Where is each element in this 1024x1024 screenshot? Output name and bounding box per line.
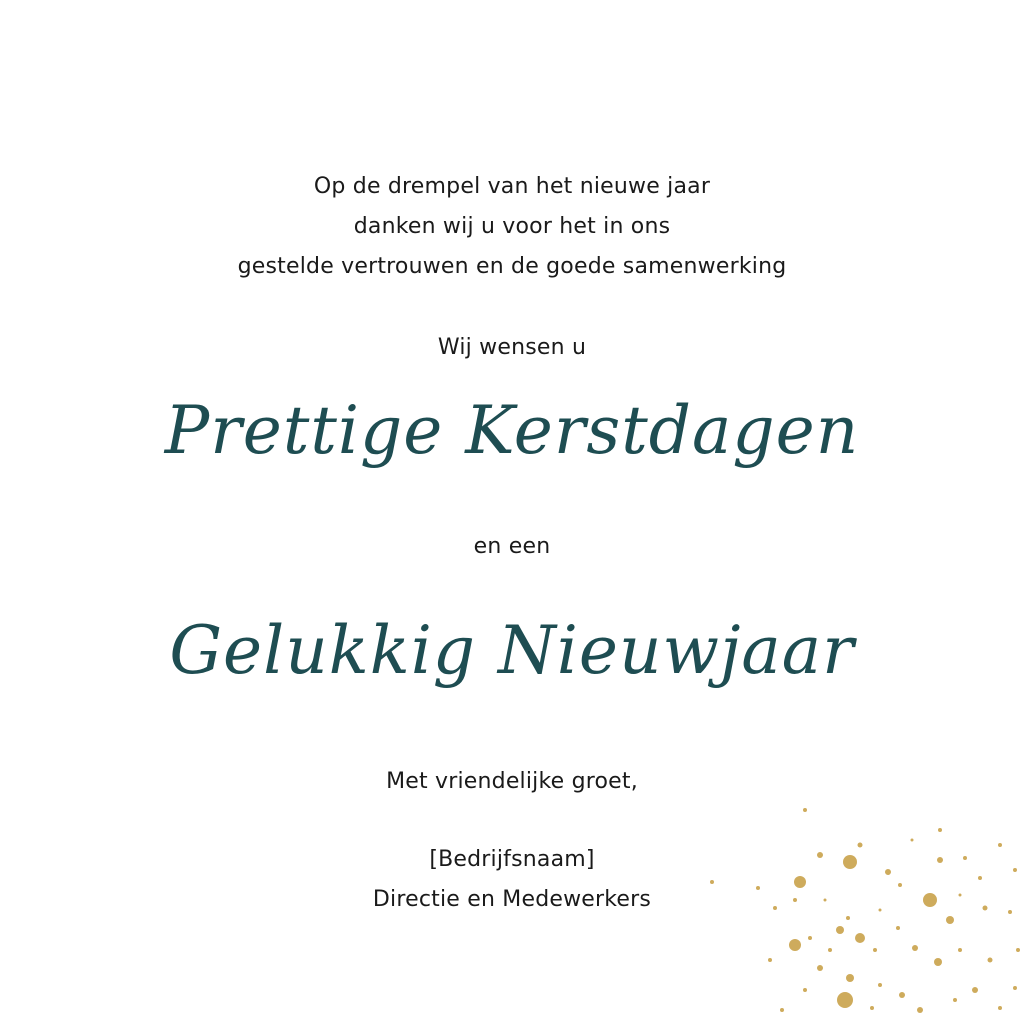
intro-line-1: Op de drempel van het nieuwe jaar (313, 174, 711, 199)
new-year-greeting: Gelukkig Nieuwjaar (169, 612, 855, 689)
connector-text: en een (473, 534, 551, 559)
closing-text: Met vriendelijke groet, (386, 769, 638, 794)
company-name: [Bedrijfsnaam] (429, 847, 595, 872)
intro-line-3: gestelde vertrouwen en de goede samenwerking (237, 254, 787, 279)
christmas-greeting: Prettige Kerstdagen (164, 392, 860, 469)
wish-text: Wij wensen u (437, 335, 587, 360)
gold-confetti-icon (700, 800, 1024, 1024)
team-text: Directie en Medewerkers (372, 887, 652, 912)
intro-line-2: danken wij u voor het in ons (353, 214, 671, 239)
